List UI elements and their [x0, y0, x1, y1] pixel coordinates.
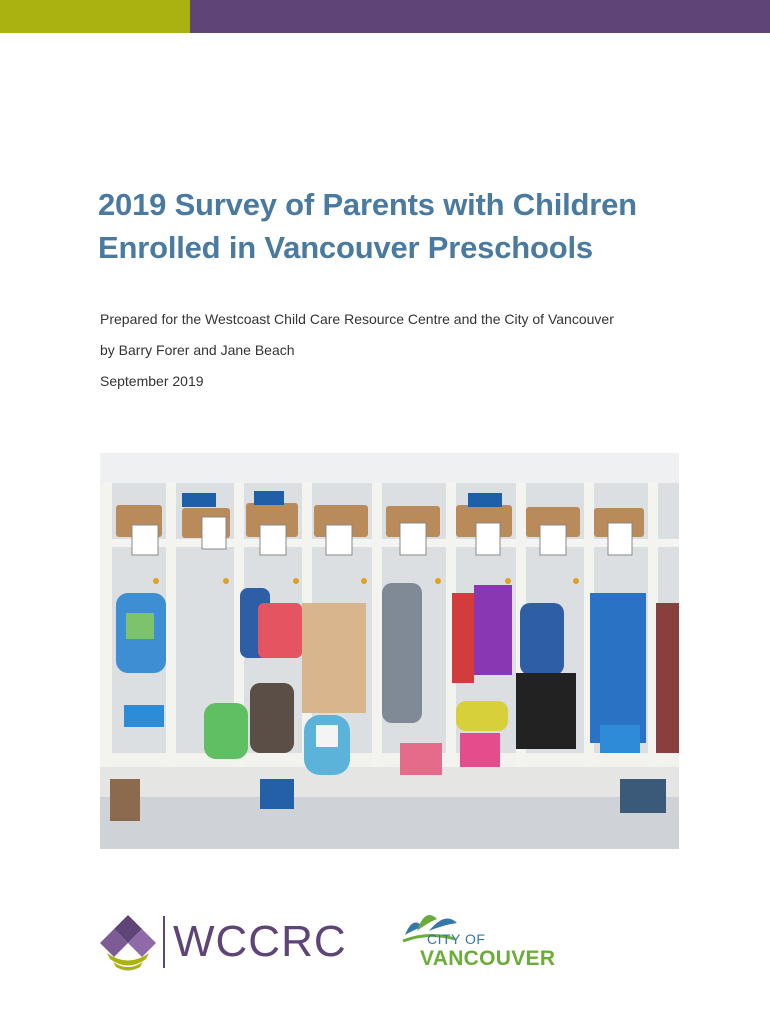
cover-photo-cubbies — [100, 453, 679, 849]
wccrc-divider — [163, 916, 165, 968]
wccrc-emblem-icon — [97, 912, 159, 974]
top-bar-purple-segment — [190, 0, 770, 33]
top-bar-green-segment — [0, 0, 190, 33]
cov-city-of-text: CITY OF — [427, 931, 486, 947]
title-line-2: Enrolled in Vancouver Preschools — [98, 230, 593, 265]
city-of-vancouver-logo — [399, 905, 559, 975]
page-title — [98, 183, 698, 269]
title-line-1: 2019 Survey of Parents with Children — [98, 187, 637, 222]
wccrc-wordmark: WCCRC — [173, 917, 347, 966]
cov-vancouver-text: VANCOUVER — [420, 947, 556, 970]
authors-text: by Barry Forer and Jane Beach — [100, 342, 295, 358]
top-color-bar — [0, 0, 770, 33]
date-text: September 2019 — [100, 373, 204, 389]
prepared-for-text: Prepared for the Westcoast Child Care Resource Centre and the City of Vancouver — [100, 311, 614, 327]
wccrc-logo — [97, 912, 359, 974]
